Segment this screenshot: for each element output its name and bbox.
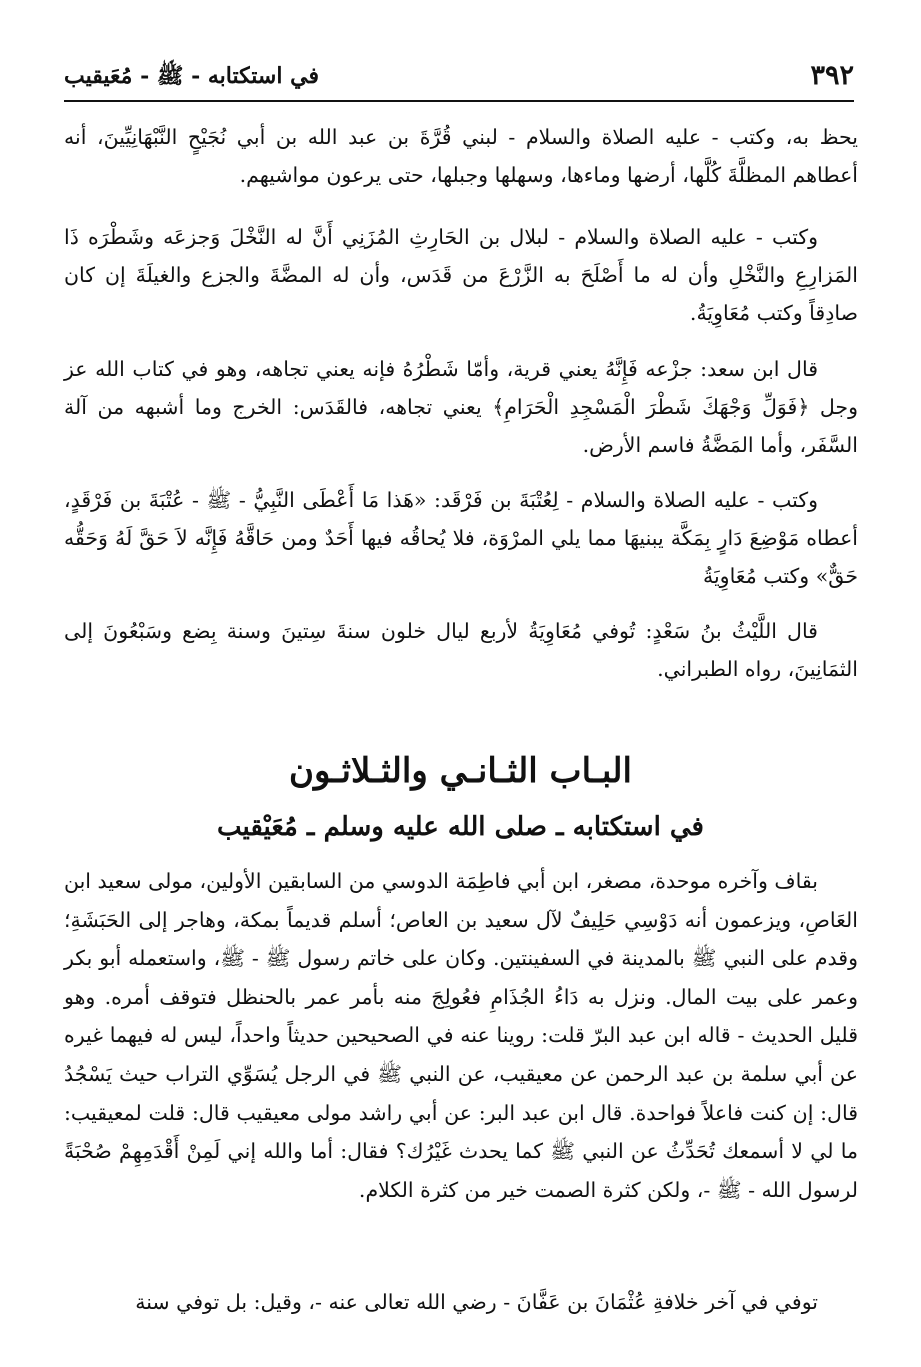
paragraph-5-text: قال اللَّيْثُ بنُ سَعْدٍ: تُوفي مُعَاوِيَةُ لأربع ليال خلون سنةَ سِتينَ وسنة بِضع وسَبْعُونَ إلى الثمَانِينَ، رواه الطبراني. — [64, 619, 858, 681]
paragraph-1 — [64, 118, 858, 194]
chapter-title: البـاب الثـانـي والثـلاثـون — [289, 751, 632, 791]
paragraph-2 — [64, 218, 858, 332]
paragraph-7 — [64, 1283, 858, 1321]
paragraph-5 — [64, 612, 858, 688]
paragraph-2-text: وكتب - عليه الصلاة والسلام - لبلال بن الحَارِثِ المُزَنِي أَنَّ له النَّخْلَ وَجزعَه وشَطْرَه ذَا المَزارِعِ والنَّخْلِ وأن له ما أَصْلَحَ به الزَّرْعَ من قَدَس، وأن له المضَّةَ والجزع والغيلَةَ إن كان صادِقاً وكتب مُعَاوِيَةُ. — [64, 225, 858, 325]
paragraph-6-text: بقاف وآخره موحدة، مصغر، ابن أبي فاطِمَة الدوسي من السابقين الأولين، مولى سعيد ابن العَاصِ، ويزعمون أنه دَوْسِي حَلِيفٌ لآل سعيد بن العاص؛ أسلم قديماً بمكة، وهاجر إلى الحَبَشَةِ؛ وقدم على النبي ﷺ بالمدينة في السفينتين. وكان على خاتم رسول ﷺ - ﷺ، واستعمله أبو بكر وعمر على بيت المال. ونزل به دَاءُ الجُذَامِ فعُولِجَ منه بأمر عمر بالحنظل فتوقف أمره. وهو قليل الحديث - قاله ابن عبد البرّ قلت: روينا عنه في الصحيحين حديثاً واحداً، ليس له فيهما غيره عن أبي سلمة بن عبد الرحمن عن معيقيب، عن النبي ﷺ في الرجل يُسَوِّي التراب حيث يَسْجُدُ قال: إن كنت فاعلاً فواحدة. قال ابن عبد البر: عن أبي راشد مولى معيقيب قال: قلت لمعيقيب: ما لي لا أسمعك تُحَدِّثُ عن النبي ﷺ كما يحدث غَيْرُك؟ فقال: أما والله إني لَمِنْ أَقْدَمِهِمْ صُحْبَةً لرسول الله - ﷺ -، ولكن كثرة الصمت خير من كثرة الكلام. — [64, 869, 858, 1202]
running-header — [64, 58, 854, 98]
paragraph-6 — [64, 862, 858, 1209]
paragraph-4-text: وكتب - عليه الصلاة والسلام - لِعُتْبَةَ بن فَرْقَد: «هَذا مَا أَعْطَى النَّبِيُّ - ﷺ - عُتْبَةَ بن فَرْقَدٍ، أعطاه مَوْضِعَ دَارٍ بِمَكَّة يبنيهَا مما يلي المرْوَة، فلا يُحاقُه فيها أَحَدٌ ومن حَاقَّهُ فَإِنَّه لاَ حَقَّ لَهُ وَحَقُّه حَقٌّ» وكتب مُعَاوِيَةُ — [64, 488, 858, 588]
paragraph-1-text: يحظ به، وكتب - عليه الصلاة والسلام - لبني قُرَّةَ بن عبد الله بن أبي نُجَيْحٍ النَّبْهَانِيِّينَ، أنه أعطاهم المظلَّةَ كُلَّها، أرضها وماءها، وسهلها وجبلها، حتى يرعون مواشيهم. — [64, 125, 858, 187]
page-number: ٣٩٢ — [810, 60, 854, 91]
header-divider — [64, 100, 854, 102]
paragraph-3-text: قال ابن سعد: جزْعه فَإِنَّهُ يعني قرية، وأمّا شَطْرُهُ فإنه يعني تجاهه، وهو في كتاب الله عز وجل ﴿فَوَلِّ وَجْهَكَ شَطْرَ الْمَسْجِدِ الْحَرَامِ﴾ يعني تجاهه، فالقَدَس: الخرج وما أشبهه من آلة السَّفَر، وأما المَضَّةُ فاسم الأرض. — [64, 357, 858, 457]
page-bottom-margin — [0, 1340, 921, 1367]
running-header-title: في استكتابه - ﷺ - مُعَيقيب — [64, 63, 319, 89]
paragraph-4 — [64, 481, 858, 595]
chapter-subtitle: في استكتابه ـ صلى الله عليه وسلم ـ مُعَيْقيب — [217, 812, 704, 842]
paragraph-7-text: توفي في آخر خلافةِ عُثْمَانَ بن عَفَّانَ - رضي الله تعالى عنه -، وقيل: بل توفي سنة — [135, 1290, 818, 1314]
paragraph-3 — [64, 350, 858, 464]
